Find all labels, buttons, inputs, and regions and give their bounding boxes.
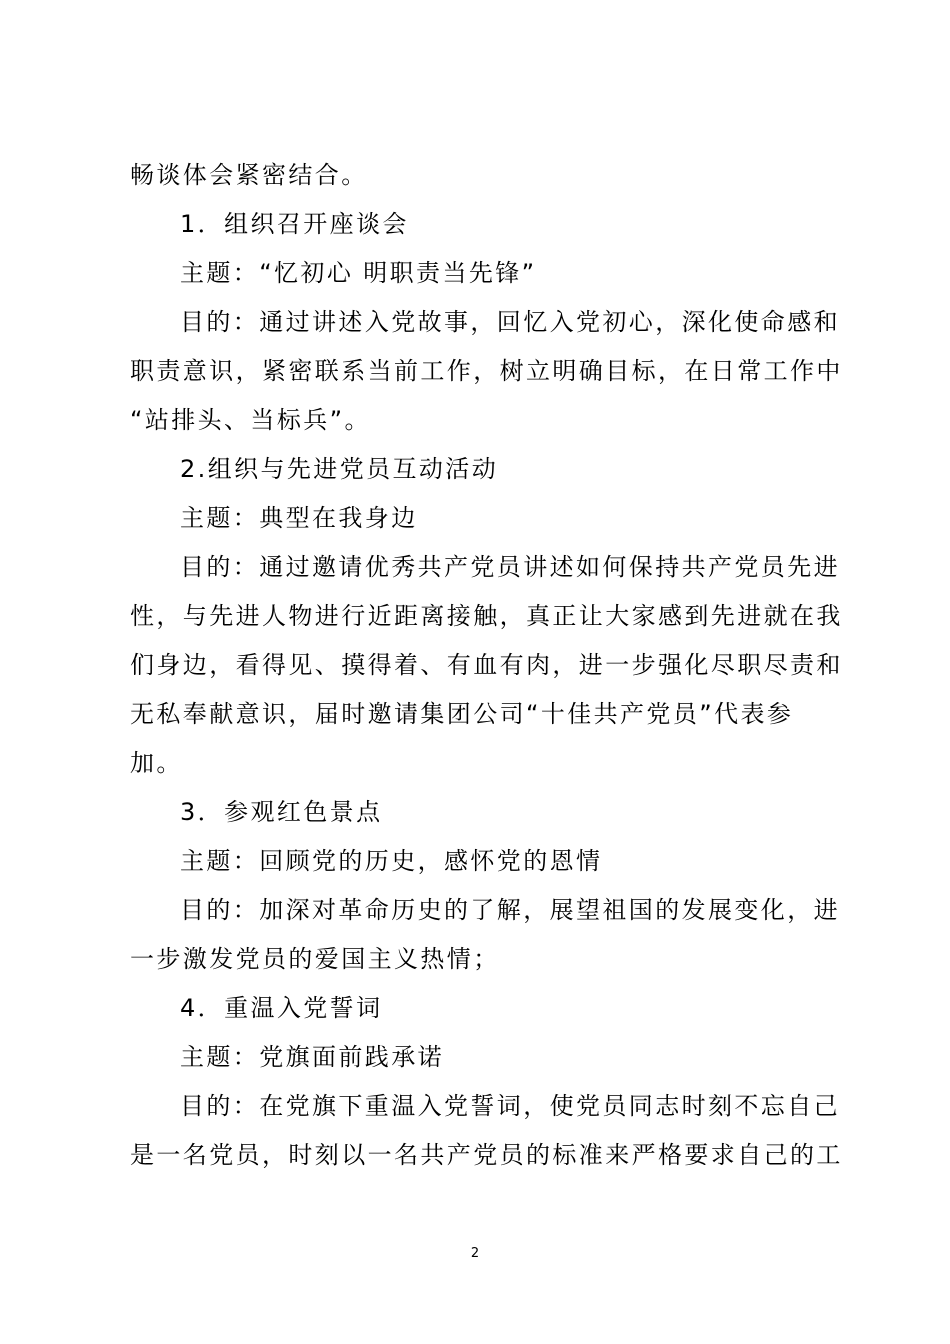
body-line: 职责意识，紧密联系当前工作，树立明确目标，在日常工作中 — [130, 357, 843, 385]
theme-line: 主题：典型在我身边 — [180, 504, 418, 532]
purpose-line: 目的：在党旗下重温入党誓词，使党员同志时刻不忘自己 — [180, 1092, 840, 1120]
theme-line: 主题：党旗面前践承诺 — [180, 1043, 444, 1071]
body-line: 畅谈体会紧密结合。 — [130, 161, 368, 189]
section-heading: 1．组织召开座谈会 — [180, 210, 409, 238]
purpose-line: 目的：加深对革命历史的了解，展望祖国的发展变化，进 — [180, 896, 840, 924]
body-line: 性，与先进人物进行近距离接触，真正让大家感到先进就在我 — [130, 602, 843, 630]
purpose-line: 目的：通过邀请优秀共产党员讲述如何保持共产党员先进 — [180, 553, 840, 581]
body-line: “站排头、当标兵”。 — [130, 406, 371, 434]
body-line: 们身边，看得见、摸得着、有血有肉，进一步强化尽职尽责和 — [130, 651, 843, 679]
section-heading: 2.组织与先进党员互动活动 — [180, 455, 499, 483]
theme-line: 主题：“忆初心 明职责当先锋” — [180, 259, 537, 287]
section-heading: 4．重温入党誓词 — [180, 994, 383, 1022]
document-body — [130, 151, 843, 1180]
body-line: 无私奉献意识，届时邀请集团公司“十佳共产党员”代表参 — [130, 700, 794, 728]
body-line: 是一名党员，时刻以一名共产党员的标准来严格要求自己的工 — [130, 1141, 843, 1169]
body-line: 加。 — [130, 749, 183, 777]
theme-line: 主题：回顾党的历史，感怀党的恩情 — [180, 847, 603, 875]
section-heading: 3．参观红色景点 — [180, 798, 383, 826]
page-number: 2 — [470, 1246, 480, 1261]
purpose-line: 目的：通过讲述入党故事，回忆入党初心，深化使命感和 — [180, 308, 840, 336]
body-line: 一步激发党员的爱国主义热情； — [130, 945, 500, 973]
